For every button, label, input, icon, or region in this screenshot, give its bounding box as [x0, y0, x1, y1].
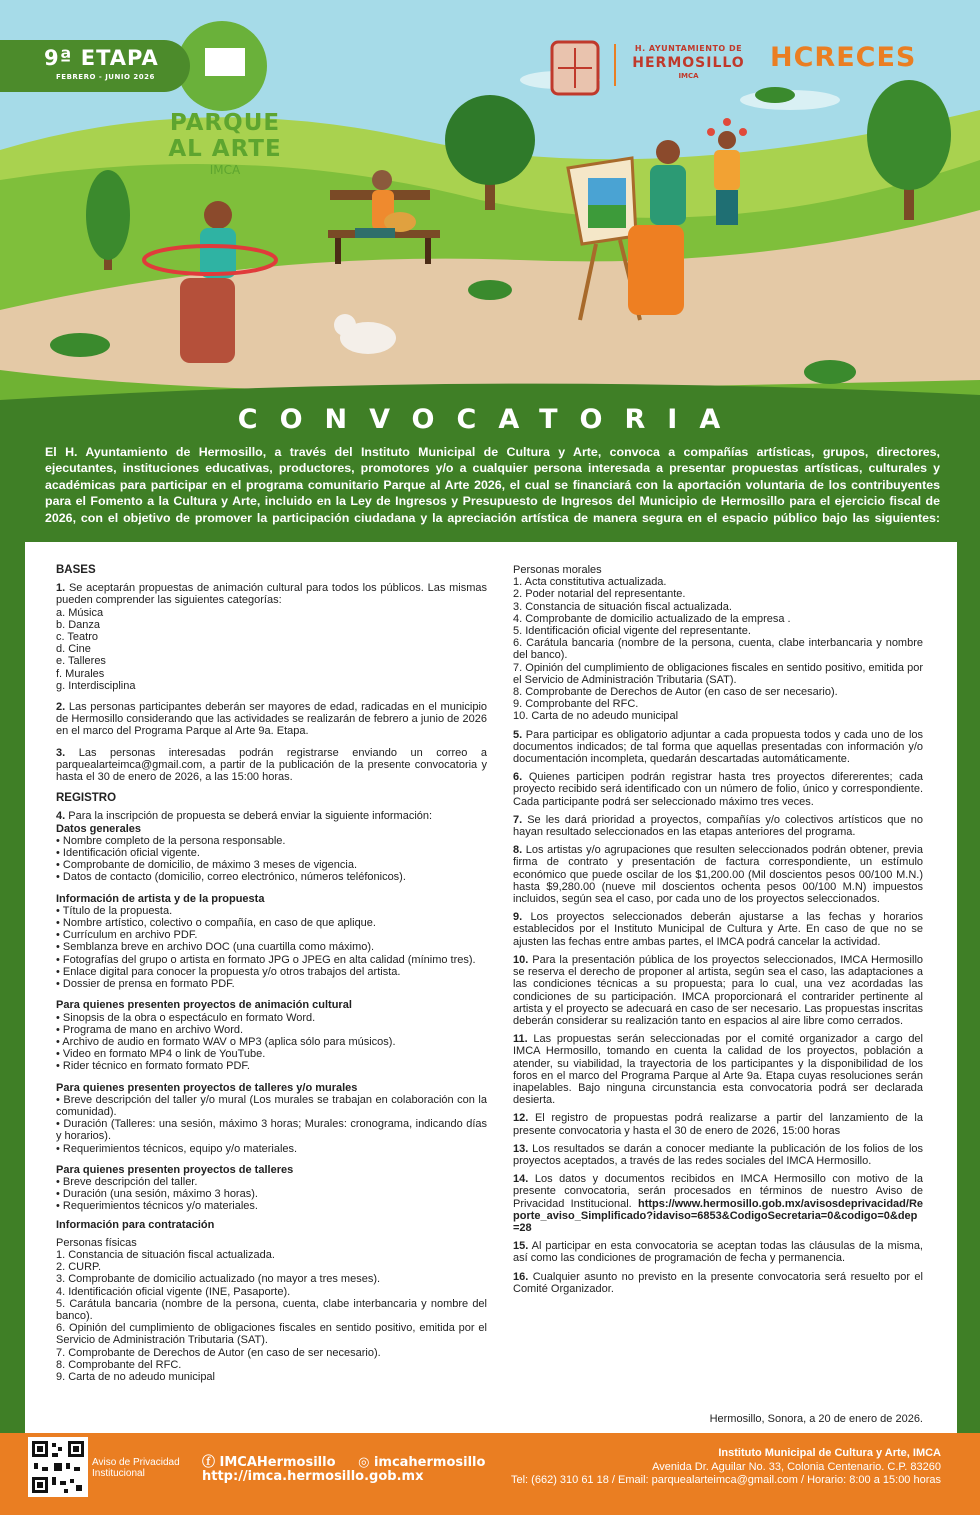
content-panel — [25, 542, 957, 1433]
point-item: 14. Los datos y documentos recibidos en IMCA Hermosillo con motivo de la presente convocatoria, serán procesados en términos de nuestro Aviso de Privacidad Institucional. https://www.hermosillo.gob.mx/avisosdeprivacidad/Reporte_aviso_Simplificado?idaviso=6853&CodigoSecretaria=0&codigo=0&dep=28 — [513, 1173, 924, 1234]
list-item: 7. Comprobante de Derechos de Autor (en caso de ser necesario). — [56, 1346, 381, 1359]
point-item: 15. Al participar en esta convocatoria se aceptan todas las cláusulas de la misma, así como las condiciones de programación de fecha y permanencia. — [513, 1240, 923, 1265]
list-item: 10. Carta de no adeudo municipal — [513, 710, 679, 723]
website-link[interactable]: http://imca.hermosillo.gob.mx — [202, 1469, 424, 1484]
list-item: • Título de la propuesta. — [56, 904, 173, 917]
point-item: 6. Quienes participen podrán registrar hasta tres proyectos difererentes; cada proyecto recibido será identificado con un número de folio, único y correspondiente. Cada participante podrá ser seleccionado máximo tres veces. — [513, 771, 923, 808]
ayuntamiento-line2: HERMOSILLO — [632, 55, 745, 71]
etapa-badge — [0, 40, 190, 92]
category-item: c. Teatro — [56, 631, 98, 644]
coat-of-arms-icon — [552, 42, 598, 94]
etapa-title: 9ª ETAPA — [44, 46, 159, 70]
bases-heading: BASES — [56, 564, 96, 576]
list-item: • Enlace digital para conocer la propuesta y/o otros trabajos del artista. — [56, 965, 401, 978]
bush — [468, 280, 512, 300]
list-item: • Requerimientos técnicos, equipo y/o materiales. — [56, 1142, 298, 1155]
category-item: g. Interdisciplina — [56, 679, 136, 692]
category-item: d. Cine — [56, 643, 91, 656]
list-item: 7. Opinión del cumplimiento de obligaciones fiscales en sentido positivo, emitida por el Servicio de Administración Tributaria (SAT). — [513, 661, 923, 686]
org-address: Avenida Dr. Aguilar No. 33, Colonia Centenario. C.P. 83260 — [652, 1460, 941, 1473]
intro-line: ejecutantes, instituciones educativas, productores, promotores y/o a cualquier persona interesada a presentar propuestas artísticas, culturales y — [45, 461, 940, 476]
murales-heading: Para quienes presenten proyectos de talleres y/o murales — [56, 1081, 358, 1094]
list-item: 1. Constancia de situación fiscal actualizada. — [56, 1248, 275, 1261]
artista-heading: Información de artista y de la propuesta — [56, 892, 265, 905]
registro-heading: REGISTRO — [56, 792, 117, 805]
privacy-link[interactable]: https://www.hermosillo.gob.mx/avisosdeprivacidad/Reporte_aviso_Simplificado?idaviso=6853&CodigoSecretaria=0&codigo=0&dep=28 — [513, 1197, 924, 1234]
point-item: 16. Cualquier asunto no previsto en la presente convocatoria será resuelto por el Comité Organizador. — [513, 1270, 923, 1295]
point-item: 13. Los resultados se darán a conocer mediante la publicación de los folios de los proyectos aceptados, a través de las redes sociales del IMCA Hermosillo. — [513, 1142, 924, 1167]
instagram-link[interactable]: ◎ imcahermosillo — [358, 1455, 486, 1470]
list-item: 5. Carátula bancaria (nombre de la persona, cuenta, clabe interbancaria y nombre del banco). — [56, 1297, 487, 1322]
base-item: 1. Se aceptarán propuestas de animación cultural para todos los públicos. Las mismas pueden comprender las siguientes categorías: — [56, 582, 487, 607]
registro-item: 4. Para la inscripción de propuesta se deberá enviar la siguiente información: — [56, 810, 433, 823]
intro-line: para el Fomento a la Cultura y Arte, incluido en la Ley de Ingresos y Presupuesto de Ingresos del Municipio de Hermosillo para el ejercicio fiscal de — [45, 494, 940, 509]
date-signature: Hermosillo, Sonora, a 20 de enero de 2026. — [709, 1413, 923, 1425]
list-item: 2. CURP. — [56, 1261, 102, 1274]
page-title: CONVOCATORIA — [237, 404, 743, 435]
list-item: • Semblanza breve en archivo DOC (una cuartilla como máximo). — [56, 941, 375, 954]
parque-logo-stage — [205, 48, 245, 76]
facebook-link[interactable]: ⓕ IMCAHermosillo — [202, 1455, 336, 1470]
list-item: 5. Identificación oficial vigente del representante. — [513, 625, 751, 638]
ayuntamiento-logo — [626, 44, 751, 80]
list-item: • Breve descripción del taller. — [56, 1175, 198, 1188]
list-item: • Nombre completo de la persona responsable. — [56, 834, 286, 847]
list-item: • Requerimientos técnicos y/o materiales. — [56, 1200, 258, 1213]
list-item: • Identificación oficial vigente. — [56, 847, 200, 860]
etapa-dates: FEBRERO - JUNIO 2026 — [56, 73, 155, 81]
morales-heading: Personas morales — [513, 564, 602, 576]
base-item: 3. Las personas interesadas podrán registrarse enviando un correo a parquealarteimca@gmail.com, a partir de la publicación de la presente convocatoria y hasta el 30 de enero de 2026, a las 15:00 horas. — [56, 746, 487, 784]
org-name: Instituto Municipal de Cultura y Arte, IMCA — [718, 1447, 941, 1459]
social-links — [202, 1451, 503, 1470]
left-column — [56, 564, 487, 1383]
org-contact: Tel: (662) 310 61 18 / Email: parquealarteimca@gmail.com / Horario: 8:00 a 15:00 horas — [511, 1474, 941, 1486]
qr-label: Aviso de Privacidad Institucional — [92, 1457, 180, 1479]
list-item: • Currículum en archivo PDF. — [56, 929, 198, 942]
intro-paragraph — [45, 444, 940, 526]
facebook-icon: ⓕ — [202, 1455, 220, 1470]
point-item: 12. El registro de propuestas podrá realizarse a partir del lanzamiento de la presente convocatoria y hasta el 30 de enero de 2026, 15:00 horas — [513, 1112, 923, 1137]
point-item: 7. Se les dará prioridad a proyectos, compañías y/o colectivos artísticos que no hayan resultado seleccionados en las etapas anteriores del programa. — [513, 813, 923, 839]
qr-code-icon[interactable] — [28, 1437, 88, 1497]
list-item: 3. Constancia de situación fiscal actualizada. — [513, 600, 732, 613]
list-item: • Sinopsis de la obra o espectáculo en formato Word. — [56, 1011, 316, 1024]
list-item: • Duración (una sesión, máximo 3 horas). — [56, 1188, 258, 1201]
list-item: • Video en formato MP4 o link de YouTube. — [56, 1048, 266, 1061]
list-item: 3. Comprobante de domicilio actualizado (no mayor a tres meses). — [56, 1273, 381, 1286]
list-item: • Duración (Talleres: una sesión, máximo 3 horas; Murales: cronograma, indicando días y horarios). — [56, 1118, 487, 1143]
list-item: 9. Comprobante del RFC. — [513, 698, 639, 711]
ayuntamiento-line1: H. AYUNTAMIENTO DE — [634, 44, 743, 53]
intro-line: El H. Ayuntamiento de Hermosillo, a través del Instituto Municipal de Cultura y Arte, convoca a compañías artísticas, grupos, directores, — [45, 445, 940, 459]
point-item: 9. Los proyectos seleccionados deberán ajustarse a las fechas y horarios establecidos por el Instituto Municipal de Cultura y Arte. En caso de que no se ajusten las fechas entre ambas partes, el IMCA podrá cancelar la actividad. — [513, 911, 923, 948]
datos-heading: Datos generales — [56, 822, 141, 835]
list-item: • Programa de mano en archivo Word. — [56, 1023, 244, 1036]
list-item: • Archivo de audio en formato WAV o MP3 (aplica sólo para músicos). — [56, 1035, 396, 1048]
list-item: 2. Poder notarial del representante. — [513, 588, 686, 601]
list-item: 6. Opinión del cumplimiento de obligaciones fiscales en sentido positivo, emitida por el Servicio de Administración Tributaria (SAT). — [56, 1322, 487, 1347]
contact-info — [511, 1447, 941, 1488]
list-item: • Dossier de prensa en formato PDF. — [56, 978, 235, 991]
list-item: • Nombre artístico, colectivo o compañía, en caso de que aplique. — [56, 917, 376, 930]
list-item: • Breve descripción del taller y/o mural (Los murales se trabajan en colaboración con la comunidad). — [56, 1093, 487, 1118]
fisicas-heading: Personas físicas — [56, 1236, 137, 1249]
base-item: 2. Las personas participantes deberán ser mayores de edad, radicadas en el municipio de Hermosillo considerando que las actividades se realizarán de febrero a junio de 2026 en el marco del Programa Parque al Arte 9a. Etapa. — [56, 701, 487, 738]
contratacion-heading: Información para contratación — [56, 1218, 215, 1231]
ayuntamiento-line3: IMCA — [678, 72, 699, 80]
category-item: a. Música — [56, 606, 104, 619]
animacion-heading: Para quienes presenten proyectos de animación cultural — [56, 999, 352, 1012]
category-item: e. Talleres — [56, 655, 106, 668]
list-item: 4. Comprobante de domicilio actualizado de la empresa . — [513, 612, 791, 625]
list-item: 8. Comprobante del RFC. — [56, 1358, 182, 1371]
instagram-icon: ◎ — [358, 1455, 374, 1470]
point-item: 10. Para la presentación pública de los proyectos seleccionados, IMCA Hermosillo se reserva el derecho de proponer al artista, según sea el caso, las adaptaciones a las condiciones técnicas a su propuesta; para lo cual, una vez acordadas las condiciones de su participación. IMCA proporcionará el contrarider pertinente al artista y el proyecto se adecuará en caso de ser necesario. Las propuestas inscritas deberán considerar su realización tanto en espacios al aire libre como cerrados. — [513, 953, 924, 1027]
talleres-heading: Para quienes presenten proyectos de talleres — [56, 1163, 294, 1176]
hcreces-logo: HCRECES — [770, 42, 917, 73]
bush — [755, 87, 795, 103]
point-item: 8. Los artistas y/o agrupaciones que resulten seleccionados podrán obtener, previa firma de contrato y presentación de factura correspondiente, un estímulo económico que puede oscilar de los $1,200.00 (Mil doscientos pesos 00/100 M.N.) hasta $9,280.00 (nueve mil doscientos ochenta pesos 00/100 M.N) impuestos incluidos, según sea el caso, por cada uno de los proyectos seleccionados. — [513, 844, 923, 906]
list-item: 6. Carátula bancaria (nombre de la persona, cuenta, clabe interbancaria y nombre del banco). — [513, 637, 923, 662]
list-item: 9. Carta de no adeudo municipal — [56, 1370, 215, 1383]
right-column — [513, 564, 923, 1295]
list-item: • Rider técnico en formato formato PDF. — [56, 1060, 250, 1073]
footer — [0, 1433, 980, 1515]
bush — [804, 360, 856, 384]
list-item: 8. Comprobante de Derechos de Autor (en caso de ser necesario). — [513, 686, 838, 699]
list-item: 4. Identificación oficial vigente (INE, Pasaporte). — [56, 1285, 291, 1298]
parque-logo-sub: IMCA — [209, 163, 241, 177]
category-item: f. Murales — [56, 667, 105, 680]
point-item: 11. Las propuestas serán seleccionadas por el comité organizador a cargo del IMCA Hermosillo, tomando en cuenta la calidad de los proyectos, población a atender, su viabilidad, la trayectoria de los participantes y la disponibilidad de los foros en el marco del Programa Parque al Arte 9a. Etapa cuyas resoluciones serán inapelables. Bajo ninguna circunstancia esta convocatoria podrá ser declarada desierta. — [513, 1033, 923, 1107]
list-item: • Comprobante de domicilio, de máximo 3 meses de vigencia. — [56, 859, 357, 872]
intro-line: académicas para participar en el programa comunitario Parque al Arte 2026, el cual se financiará con la aportación voluntaria de los contribuyentes — [45, 477, 940, 492]
list-item: 1. Acta constitutiva actualizada. — [513, 576, 667, 589]
bush — [50, 333, 110, 357]
category-item: b. Danza — [56, 618, 101, 631]
list-item: • Datos de contacto (domicilio, correo electrónico, números teléfonicos). — [56, 871, 406, 884]
list-item: • Fotografías del grupo o artista en formato JPG o JPEG en alta calidad (mínimo tres). — [56, 953, 476, 966]
point-item: 5. Para participar es obligatorio adjuntar a cada propuesta todos y cada uno de los documentos indicados; de tal forma que aquellas presentadas con información y/o documentación incompleta, quedarán descartadas automáticamente. — [513, 728, 924, 766]
intro-line: 2026, con el objetivo de promover la participación ciudadana y la apreciación artística de manera segura en el espacio público bajo las siguientes: — [45, 510, 940, 525]
parque-logo-title: PARQUE AL ARTE — [168, 110, 282, 162]
